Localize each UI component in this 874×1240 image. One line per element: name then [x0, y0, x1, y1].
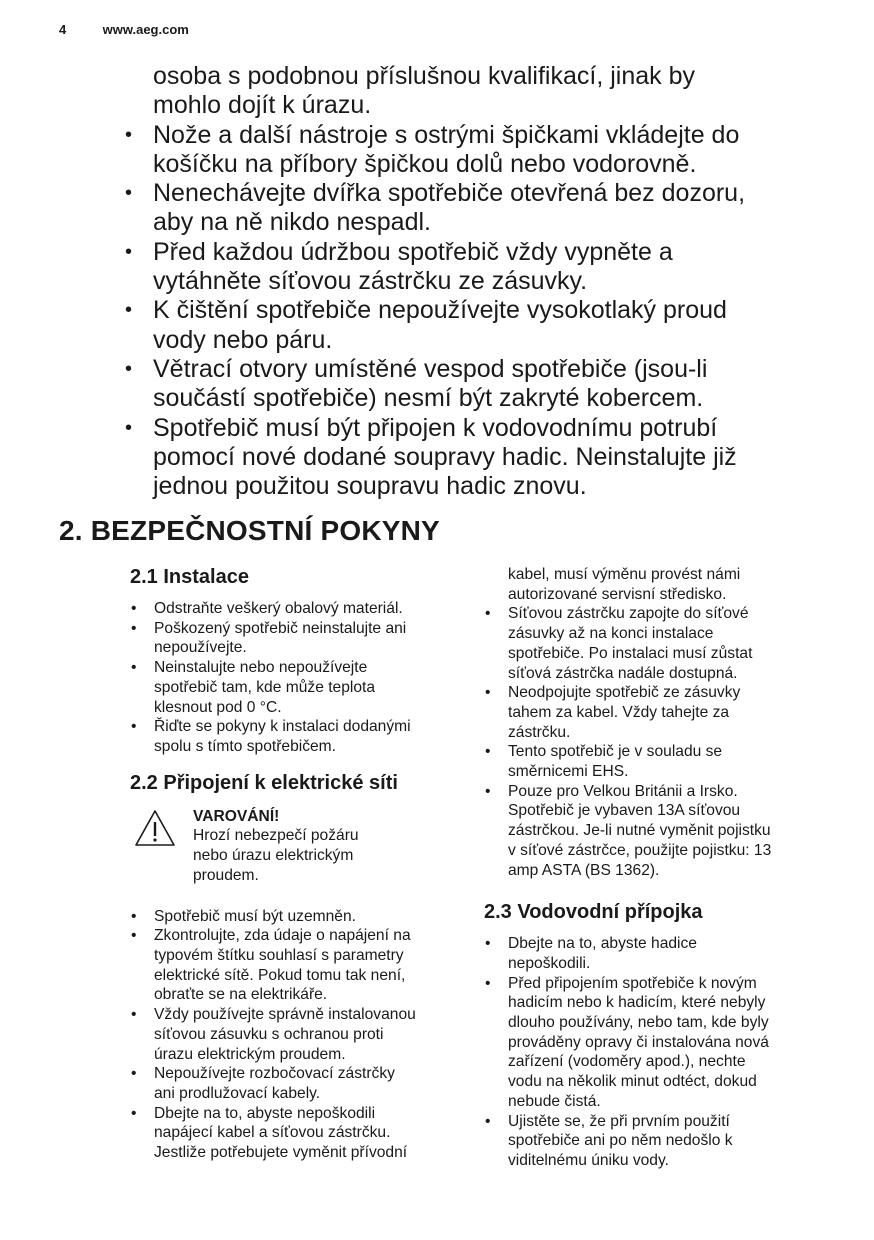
continued-text: kabel, musí výměnu provést námi autorizované servisní středisko.	[508, 566, 741, 603]
warning-box	[130, 807, 460, 887]
list-item: • Nepoužívejte rozbočovací zástrčky ani prodlužovací kabely.	[130, 1064, 460, 1103]
continuation-text: osoba s podobnou příslušnou kvalifikací, jinak by mohlo dojít k úrazu.	[153, 62, 695, 120]
subsection-title-electrical: 2.2 Připojení k elektrické síti	[130, 771, 398, 794]
list-item: • Zkontrolujte, zda údaje o napájení na typovém štítku souhlasí s parametry elektrické sítě. Pokud tomu tak není, obraťte se na elektrikáře.	[130, 926, 460, 1005]
installation-list	[130, 599, 460, 757]
list-item: • Poškozený spotřebič neinstalujte ani nepoužívejte.	[130, 619, 460, 658]
list-item: • Neodpojujte spotřebič ze zásuvky tahem za kabel. Vždy tahejte za zástrčku.	[484, 683, 824, 742]
list-item: • Vždy používejte správně instalovanou síťovou zásuvku s ochranou proti úrazu elektrickým proudem.	[130, 1005, 460, 1064]
list-item: • Neinstalujte nebo nepoužívejte spotřebič tam, kde může teplota klesnout pod 0 °C.	[130, 658, 460, 717]
right-column	[484, 565, 824, 1171]
list-item: • Tento spotřebič je v souladu se směrnicemi EHS.	[484, 742, 824, 781]
list-item: • Dbejte na to, abyste nepoškodili napájecí kabel a síťovou zástrčku. Jestliže potřebujete vyměnit přívodní	[130, 1104, 460, 1163]
list-item: • Pouze pro Velkou Británii a Irsko. Spotřebič je vybaven 13A síťovou zástrčkou. Je-li nutné vyměnit pojistku v síťové zástrčce, použijte pojistku: 13 amp ASTA (BS 1362).	[484, 782, 824, 881]
subsection-title-installation: 2.1 Instalace	[130, 566, 249, 588]
list-item: • Dbejte na to, abyste hadice nepoškodili.	[484, 934, 824, 973]
subsection-title-water: 2.3 Vodovodní přípojka	[484, 901, 703, 924]
list-item: • K čištění spotřebiče nepoužívejte vysokotlaký proud vody nebo páru.	[120, 296, 840, 355]
list-item: • Větrací otvory umístěné vespod spotřebiče (jsou-li součástí spotřebiče) nesmí být zakryté kobercem.	[120, 355, 840, 414]
list-item: • Před připojením spotřebiče k novým hadicím nebo k hadicím, které nebyly dlouho používány, nebo tam, kde byly prováděny opravy či instalována nová zařízení (vodoměry apod.), nechte vodu na několik minut odtéct, dokud nebude čistá.	[484, 974, 824, 1112]
list-item: • Spotřebič musí být připojen k vodovodnímu potrubí pomocí nové dodané soupravy hadic. Neinstalujte již jednou použitou soupravu hadic znovu.	[120, 414, 840, 502]
list-item: • Nenechávejte dvířka spotřebiče otevřená bez dozoru, aby na ně nikdo nespadl.	[120, 179, 840, 238]
water-list	[484, 934, 824, 1170]
page-number: 4	[59, 22, 67, 37]
section-title: 2. BEZPEČNOSTNÍ POKYNY	[59, 515, 440, 546]
list-item: • Odstraňte veškerý obalový materiál.	[130, 599, 460, 619]
top-bullet-list	[120, 62, 840, 501]
electrical-list-continued	[484, 604, 824, 880]
list-item: • Před každou údržbou spotřebič vždy vypněte a vytáhněte síťovou zástrčku ze zásuvky.	[120, 238, 840, 297]
list-item: • Síťovou zástrčku zapojte do síťové zásuvky až na konci instalace spotřebiče. Po instalaci musí zůstat síťová zástrčka nadále dostupná.	[484, 604, 824, 683]
list-item: • Spotřebič musí být uzemněn.	[130, 907, 460, 927]
warning-text: Hrozí nebezpečí požáru nebo úrazu elektrickým proudem.	[193, 827, 359, 884]
page-header	[59, 22, 189, 37]
list-item: • Ujistěte se, že při prvním použití spotřebiče ani po něm nedošlo k viditelnému úniku vody.	[484, 1112, 824, 1171]
list-item: • Řiďte se pokyny k instalaci dodanými spolu s tímto spotřebičem.	[130, 717, 460, 756]
list-item: • Nože a další nástroje s ostrými špičkami vkládejte do košíčku na příbory špičkou dolů nebo vodorovně.	[120, 121, 840, 180]
left-column	[130, 565, 460, 1163]
warning-title: VAROVÁNÍ!	[193, 807, 280, 825]
warning-triangle-icon	[134, 809, 176, 847]
electrical-list	[130, 907, 460, 1163]
website-link[interactable]: www.aeg.com	[102, 22, 189, 37]
